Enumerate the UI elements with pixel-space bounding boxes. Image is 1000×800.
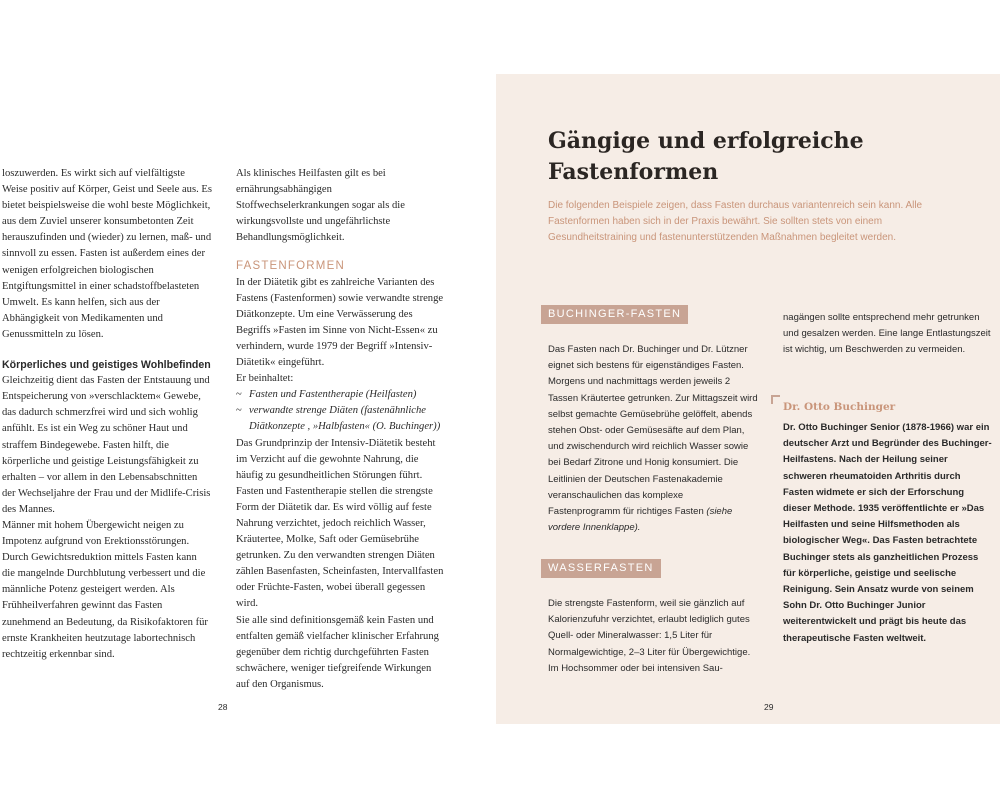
subheading: Körperliches und geistiges Wohlbefinden (2, 359, 211, 372)
left-column-2 (236, 166, 447, 693)
paragraph: Männer mit hohem Übergewicht neigen zu Impotenz aufgrund von Erektionsstörungen. Durch Gewichtsreduktion mittels Fasten kann die mangelnde Durchblutung verbessert und die männliche Potenz gesteigert werden. Als Frühheilverfahren gewinnt das Fasten zunehmend an Bedeutung, da Risikofaktoren für ernste Krankheiten heutzutage labortechnisch rechtzeitig erkennbar sind. (2, 519, 208, 660)
paragraph: Er beinhaltet: (236, 373, 294, 385)
buchinger-fasten-badge: BUCHINGER-FASTEN (541, 305, 688, 324)
paragraph: Gleichzeitig dient das Fasten der Entstauung und Entspeicherung von »verschlacktem« Gewebe, das dadurch schmerzfrei wird und sich wohlig anfühlt. Es ist ein Weg zu schöner Haut und straffem Bindegewebe. Fasten hilft, die körperliche und geistige Leistungsfähigkeit zu erhalten – vor allem in den Lebensabschnitten der Wechseljahre der Frau und der Midlife-Crisis des Mannes. (2, 375, 211, 515)
tilde-bullet: ~ (236, 405, 242, 417)
info-box-title: Dr. Otto Buchinger (783, 401, 896, 413)
page-number-right: 29 (764, 702, 774, 712)
paragraph: In der Diätetik gibt es zahlreiche Varianten des Fastens (Fastenformen) sowie verwandte strenge Diätkonzepte. Um eine Verwässerung des Begriffs »Fasten im Sinne von Nicht-Essen« zu verhindern, wurde 1979 der Begriff »Intensiv-Diätetik« eingeführt. (236, 276, 444, 369)
wasserfasten-text: Die strengste Fastenform, weil sie gänzlich auf Kalorienzufuhr verzichtet, erlaubt lediglich gutes Quell- oder Mineralwasser: 1,5 Liter für Normalgewichtige, 2–3 Liter für Übergewichtige. Im Hochsommer oder bei intensiven Sau- (548, 598, 751, 674)
tilde-bullet: ~ (236, 389, 242, 401)
list-item (236, 403, 447, 435)
paragraph: Das Grundprinzip der Intensiv-Diätetik besteht im Verzicht auf die gewohnte Nahrung, die häufig zu gesundheitlichen Störungen führt. Fasten und Fastentherapie stellen die strengste Form der Diätetik dar. Es wird völlig auf feste Nahrung verzichtet, jedoch reichlich Wasser, Kräutertee, Molke, Saft oder Gemüsebrühe getrunken. Zu den verwandten strengen Diäten zählen Basenfasten, Scheinfasten, Intervallfasten oder Früchte-Fasten, wobei überall gegessen wird. (236, 437, 444, 610)
info-box-text: Dr. Otto Buchinger Senior (1878-1966) war ein deutscher Arzt und Begründer des Buchinger-Heilfastens. Nach der Heilung seiner schweren rheumatoiden Arthritis durch Fasten widmete er sich der Erforschung dieser Methode. 1935 veröffentlichte er »Das Heilfasten und seine Hilfsmethoden als biologischer Weg«. Das Fasten betrachtete Buchinger stets als ganzheitlichen Prozess für körperliche, geistige und seelische Reinigung. Sein Ansatz wurde von seinem Sohn Dr. Otto Buchinger Junior weiterentwickelt und prägt bis heute das therapeutische Fasten weltweit. (783, 422, 992, 644)
wasserfasten-badge: WASSERFASTEN (541, 559, 661, 578)
buchinger-fasten-reference: (siehe vordere Innenklappe). (548, 506, 733, 534)
list-item-text: Fasten und Fastentherapie (Heilfasten) (249, 389, 417, 401)
intro-text: Die folgenden Beispiele zeigen, dass Fasten durchaus variantenreich sein kann. Alle Fastenformen haben sich in der Praxis bewährt. Sie sollten stets von einem Gesundheitstraining und fastenunterstützenden Maßnahmen begleitet werden. (548, 200, 923, 243)
section-title: FASTENFORMEN (236, 260, 345, 273)
left-column-1 (2, 166, 212, 663)
page-number-left: 28 (218, 702, 228, 712)
list-item-text: verwandte strenge Diäten (fastenähnliche Diätkonzepte , »Halbfasten« (O. Buchinger)) (249, 405, 441, 433)
corner-bracket-icon (771, 395, 780, 404)
list-item (236, 387, 447, 403)
buchinger-fasten-text (548, 342, 758, 536)
content-list (236, 387, 447, 435)
paragraph: loszuwerden. Es wirkt sich auf vielfältigste Weise positiv auf Körper, Geist und Seele aus. Es bietet beispielsweise die wohl beste Möglichkeit, aus dem Zuviel unserer konsumbetonten Zeit herauszufinden und (wieder) zu lernen, maß- und sinnvoll zu essen. Fasten ist außerdem eines der wenigen erfolgreichen biologischen Entgiftungsmittel in einer schadstoffbelasteten Umwelt. Es kann helfen, sich aus der Abhängigkeit von Medikamenten und Genussmitteln zu lösen. (2, 168, 212, 340)
buchinger-fasten-body: Das Fasten nach Dr. Buchinger und Dr. Lützner eignet sich bestens für eigenständiges Fasten. Morgens und nachmittags werden jeweils 2 Tassen Kräutertee getrunken. Zur Mittagszeit wird selbst gemachte Gemüsebrühe gelöffelt, abends stehen Obst- oder Gemüsesäfte auf dem Plan, und zwischendurch wird reichlich Wasser sowie bei Bedarf Zitrone und Honig konsumiert. Die Leitlinien der Deutschen Fastenakademie veranschaulichen das komplexe Fastenprogramm für richtiges Fasten (548, 344, 758, 518)
continued-text: nagängen sollte entsprechend mehr getrunken und gesalzen werden. Eine lange Entlastungszeit ist wichtig, um Beschwerden zu vermeiden. (783, 312, 991, 356)
paragraph: Als klinisches Heilfasten gilt es bei ernährungsabhängigen Stoffwechselerkrankungen sogar als die wirkungsvollste und ungefährlichste Behandlungsmöglichkeit. (236, 168, 405, 244)
paragraph: Sie alle sind definitionsgemäß kein Fasten und entfalten gemäß vielfacher klinischer Erfahrung gegenüber dem richtig durchgeführten Fasten schwächere, weniger tiefgreifende Wirkungen auf den Organismus. (236, 614, 439, 690)
page-title: Gängige und erfolgreiche Fastenformen (548, 128, 864, 185)
